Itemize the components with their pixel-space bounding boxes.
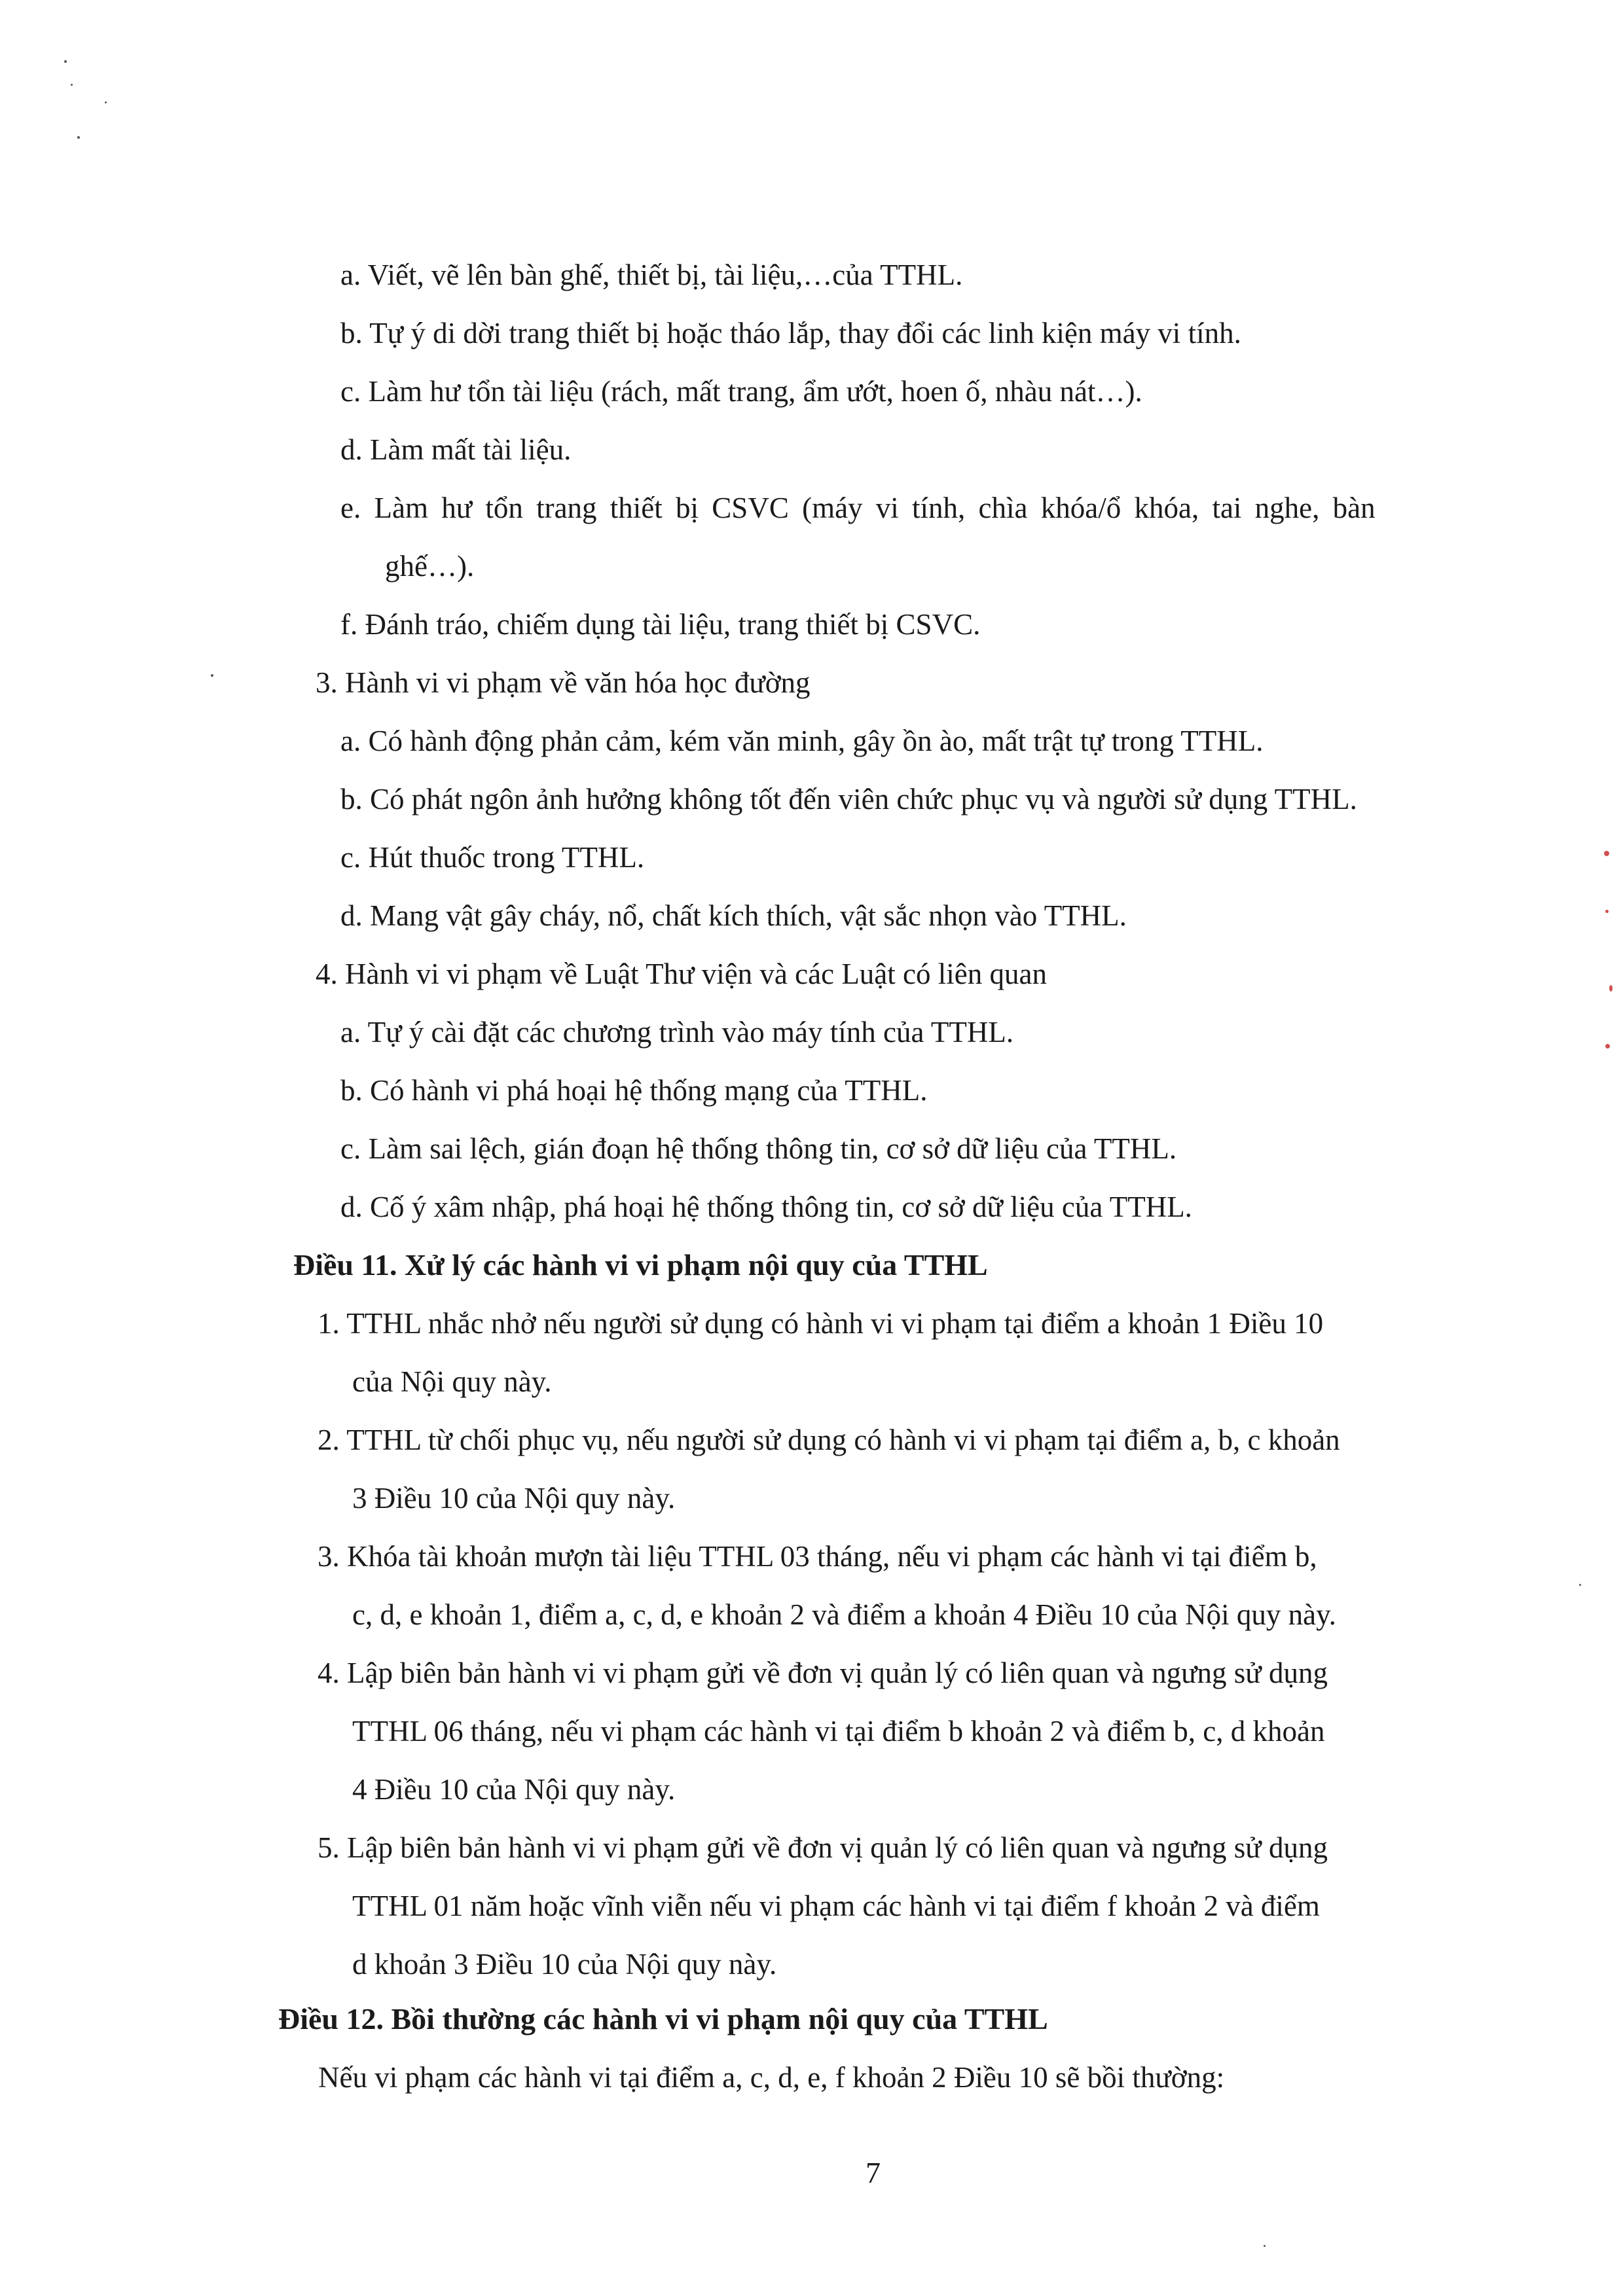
item-text: Làm sai lệch, gián đoạn hệ thống thông tin, cơ sở dữ liệu của TTHL. xyxy=(368,1132,1177,1165)
item-text: Tự ý di dời trang thiết bị hoặc tháo lắp, thay đổi các linh kiện máy vi tính. xyxy=(369,317,1241,350)
item-label: b. xyxy=(340,783,363,816)
item-text: Cố ý xâm nhập, phá hoại hệ thống thông tin, cơ sở dữ liệu của TTHL. xyxy=(370,1191,1192,1223)
item-continuation: của Nội quy này. xyxy=(352,1365,552,1398)
item-text: Viết, vẽ lên bàn ghế, thiết bị, tài liệu,…của TTHL. xyxy=(367,259,963,291)
list-item xyxy=(340,373,1142,410)
section-number: 4. xyxy=(316,958,338,990)
item-label: c. xyxy=(340,1132,361,1165)
scan-speck xyxy=(1605,910,1609,913)
list-item xyxy=(318,1829,1328,1866)
item-label: a. xyxy=(340,259,361,291)
item-text: Làm mất tài liệu. xyxy=(370,433,572,466)
scan-speck xyxy=(105,101,107,103)
list-item xyxy=(340,1014,1013,1050)
list-item xyxy=(340,490,1376,526)
item-label: 2. xyxy=(318,1424,340,1456)
scan-speck xyxy=(1604,851,1609,856)
item-label: d. xyxy=(340,1191,363,1223)
item-text: Tự ý cài đặt các chương trình vào máy tính của TTHL. xyxy=(367,1016,1014,1049)
item-continuation: ghế…). xyxy=(385,550,475,583)
item-continuation: TTHL 01 năm hoặc vĩnh viễn nếu vi phạm các hành vi tại điểm f khoản 2 và điểm xyxy=(352,1890,1320,1922)
item-label: b. xyxy=(340,1074,363,1107)
item-label: c. xyxy=(340,841,361,874)
item-label: 1. xyxy=(318,1307,340,1340)
item-label: e. xyxy=(340,492,361,524)
item-continuation: TTHL 06 tháng, nếu vi phạm các hành vi tại điểm b khoản 2 và điểm b, c, d khoản xyxy=(352,1715,1325,1748)
item-label: d. xyxy=(340,433,363,466)
item-text: Lập biên bản hành vi vi phạm gửi về đơn vị quản lý có liên quan và ngưng sử dụng xyxy=(347,1831,1328,1864)
item-text: Có hành vi phá hoại hệ thống mạng của TTHL. xyxy=(370,1074,928,1107)
list-item xyxy=(340,606,980,643)
item-text: Đánh tráo, chiếm dụng tài liệu, trang thiết bị CSVC. xyxy=(365,608,981,641)
article-11-heading: Điều 11. Xử lý các hành vi vi phạm nội quy của TTHL xyxy=(293,1248,988,1282)
item-text: Mang vật gây cháy, nổ, chất kích thích, vật sắc nhọn vào TTHL. xyxy=(370,899,1127,932)
item-label: d. xyxy=(340,899,363,932)
item-continuation: 4 Điều 10 của Nội quy này. xyxy=(352,1773,676,1806)
item-text: Khóa tài khoản mượn tài liệu TTHL 03 tháng, nếu vi phạm các hành vi tại điểm b, xyxy=(347,1540,1317,1573)
list-item xyxy=(340,897,1127,934)
list-item xyxy=(318,1538,1317,1575)
scan-speck xyxy=(64,60,67,63)
item-text: Làm hư tổn tài liệu (rách, mất trang, ẩm ướt, hoen ố, nhàu nát…). xyxy=(368,375,1142,408)
article-12-heading: Điều 12. Bồi thường các hành vi vi phạm nội quy của TTHL xyxy=(278,2002,1048,2036)
list-item xyxy=(340,781,1357,817)
section-number: 3. xyxy=(316,666,338,699)
list-item xyxy=(340,1130,1176,1167)
item-continuation: c, d, e khoản 1, điểm a, c, d, e khoản 2 và điểm a khoản 4 Điều 10 của Nội quy này. xyxy=(352,1598,1336,1631)
item-label: b. xyxy=(340,317,363,350)
section-title: Hành vi vi phạm về văn hóa học đường xyxy=(345,666,811,699)
item-label: c. xyxy=(340,375,361,408)
item-text: TTHL nhắc nhở nếu người sử dụng có hành vi vi phạm tại điểm a khoản 1 Điều 10 xyxy=(346,1307,1324,1340)
list-item xyxy=(340,257,962,293)
item-text: Có hành động phản cảm, kém văn minh, gây ồn ào, mất trật tự trong TTHL. xyxy=(368,725,1264,757)
list-item xyxy=(340,1189,1192,1225)
item-label: 4. xyxy=(318,1657,340,1689)
item-text: Hút thuốc trong TTHL. xyxy=(368,841,645,874)
list-item xyxy=(318,1422,1340,1458)
scan-speck xyxy=(71,84,73,86)
scan-speck xyxy=(1264,2245,1266,2247)
scan-speck xyxy=(1605,1044,1610,1049)
scan-speck xyxy=(77,136,80,139)
article-12-text: Nếu vi phạm các hành vi tại điểm a, c, d, e, f khoản 2 Điều 10 sẽ bồi thường: xyxy=(318,2061,1225,2094)
list-item xyxy=(340,431,571,468)
section-heading xyxy=(316,956,1047,992)
item-text: Có phát ngôn ảnh hưởng không tốt đến viên chức phục vụ và người sử dụng TTHL. xyxy=(370,783,1357,816)
list-item xyxy=(340,315,1241,351)
item-continuation: d khoản 3 Điều 10 của Nội quy này. xyxy=(352,1948,777,1981)
section-heading xyxy=(316,664,811,701)
item-label: 5. xyxy=(318,1831,340,1864)
list-item xyxy=(318,1655,1328,1691)
item-label: a. xyxy=(340,1016,361,1049)
item-label: f. xyxy=(340,608,358,641)
item-continuation: 3 Điều 10 của Nội quy này. xyxy=(352,1482,676,1515)
section-title: Hành vi vi phạm về Luật Thư viện và các Luật có liên quan xyxy=(345,958,1047,990)
item-label: a. xyxy=(340,725,361,757)
item-text: Làm hư tổn trang thiết bị CSVC (máy vi tính, chìa khóa/ổ khóa, tai nghe, bàn xyxy=(374,492,1376,524)
scan-speck xyxy=(1579,1584,1581,1586)
item-text: TTHL từ chối phục vụ, nếu người sử dụng có hành vi vi phạm tại điểm a, b, c khoản xyxy=(346,1424,1340,1456)
list-item xyxy=(340,1072,927,1109)
list-item xyxy=(340,839,644,876)
list-item xyxy=(318,1305,1323,1342)
scan-speck xyxy=(1609,985,1613,992)
page-number: 7 xyxy=(866,2156,881,2189)
scan-speck xyxy=(211,674,213,677)
item-label: 3. xyxy=(318,1540,340,1573)
list-item xyxy=(340,723,1264,759)
item-text: Lập biên bản hành vi vi phạm gửi về đơn vị quản lý có liên quan và ngưng sử dụng xyxy=(347,1657,1328,1689)
